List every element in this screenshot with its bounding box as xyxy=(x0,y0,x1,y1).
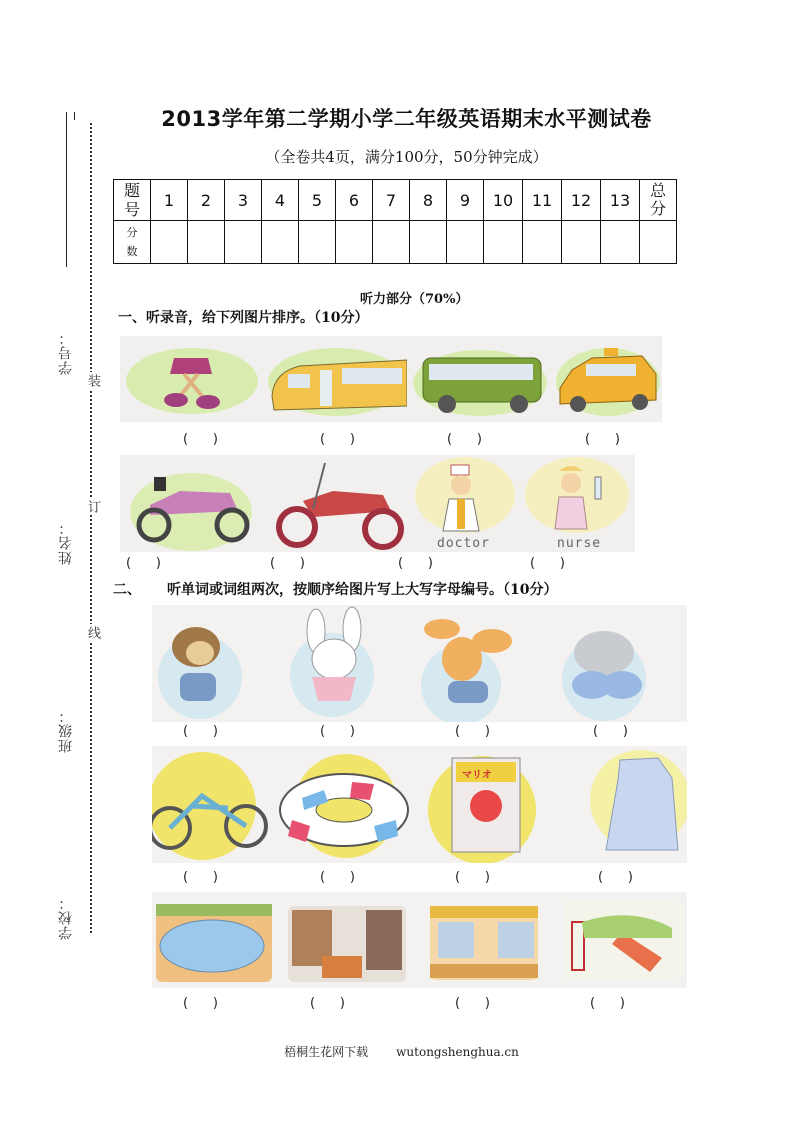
page-footer xyxy=(0,1043,793,1060)
answer-blank-19[interactable]: ( ) xyxy=(455,996,490,1011)
picture-row-objects xyxy=(152,746,687,863)
binding-dotted-line xyxy=(90,123,92,933)
score-cell-1[interactable] xyxy=(151,221,188,264)
skirt-shoes-icon xyxy=(120,336,264,422)
binding-mark-xian: 线 xyxy=(85,626,100,639)
places-icon xyxy=(152,892,687,988)
taxi-icon xyxy=(552,336,662,422)
doctor-caption: doctor xyxy=(437,536,490,551)
answer-blank-10[interactable]: ( ) xyxy=(320,724,355,739)
binding-line xyxy=(66,112,67,267)
score-row xyxy=(114,221,677,264)
section-1-heading: 一、听录音，给下列图片排序。（10分） xyxy=(118,310,369,326)
question-3: 3 xyxy=(225,180,262,221)
page-subtitle: （全卷共4页，满分100分，50分钟完成） xyxy=(265,148,548,166)
question-number-label: 题 号 xyxy=(114,180,151,221)
answer-blank-18[interactable]: ( ) xyxy=(310,996,345,1011)
score-cell-9[interactable] xyxy=(447,221,484,264)
score-label: 分 数 xyxy=(114,221,151,264)
question-9: 9 xyxy=(447,180,484,221)
class-label: 班级： xyxy=(58,708,74,753)
picture-doctor xyxy=(409,455,519,552)
answer-blank-16[interactable]: ( ) xyxy=(598,870,633,885)
answer-blank-8[interactable]: ( ) xyxy=(530,556,565,571)
objects-icon xyxy=(152,746,687,863)
question-4: 4 xyxy=(262,180,299,221)
answer-blank-15[interactable]: ( ) xyxy=(455,870,490,885)
student-id-label: 学号： xyxy=(58,330,74,375)
listening-part-heading: 听力部分（70%） xyxy=(360,292,469,307)
score-cell-total[interactable] xyxy=(640,221,677,264)
train-icon xyxy=(264,336,407,422)
score-cell-8[interactable] xyxy=(410,221,447,264)
question-11: 11 xyxy=(523,180,562,221)
picture-train xyxy=(264,336,407,422)
picture-skirt-and-shoes xyxy=(120,336,264,422)
binding-mark-zhuang: 装 xyxy=(85,374,100,387)
section-2-heading xyxy=(113,579,557,599)
answer-blank-6[interactable]: ( ) xyxy=(270,556,305,571)
score-cell-12[interactable] xyxy=(562,221,601,264)
name-label: 姓名： xyxy=(58,520,74,565)
comic-book-title: マリオ xyxy=(462,770,492,781)
motorbike-pink-icon xyxy=(120,455,263,552)
answer-blank-2[interactable]: ( ) xyxy=(320,432,355,447)
score-cell-6[interactable] xyxy=(336,221,373,264)
question-12: 12 xyxy=(562,180,601,221)
motorbike-red-icon xyxy=(263,455,409,552)
picture-motorbike-pink xyxy=(120,455,263,552)
total-label: 总 分 xyxy=(640,180,677,221)
question-5: 5 xyxy=(299,180,336,221)
answer-blank-17[interactable]: ( ) xyxy=(183,996,218,1011)
answer-blank-4[interactable]: ( ) xyxy=(585,432,620,447)
question-13: 13 xyxy=(601,180,640,221)
score-cell-13[interactable] xyxy=(601,221,640,264)
question-6: 6 xyxy=(336,180,373,221)
score-cell-5[interactable] xyxy=(299,221,336,264)
question-8: 8 xyxy=(410,180,447,221)
binding-mark-ding: 订 xyxy=(85,500,100,513)
picture-row-animals xyxy=(152,605,687,722)
answer-blank-9[interactable]: ( ) xyxy=(183,724,218,739)
answer-blank-11[interactable]: ( ) xyxy=(455,724,490,739)
picture-nurse xyxy=(519,455,635,552)
page-title: 2013学年第二学期小学二年级英语期末水平测试卷 xyxy=(161,107,652,131)
score-cell-10[interactable] xyxy=(484,221,523,264)
picture-taxi xyxy=(552,336,662,422)
animals-icon xyxy=(152,605,687,722)
question-2: 2 xyxy=(188,180,225,221)
picture-motorbike-red xyxy=(263,455,409,552)
answer-blank-14[interactable]: ( ) xyxy=(320,870,355,885)
picture-bus xyxy=(407,336,552,422)
answer-blank-3[interactable]: ( ) xyxy=(447,432,482,447)
section-2-number: 二、 xyxy=(113,582,141,598)
answer-blank-7[interactable]: ( ) xyxy=(398,556,433,571)
picture-row-places xyxy=(152,892,687,988)
score-table xyxy=(113,179,677,264)
question-number-row xyxy=(114,180,677,221)
answer-blank-13[interactable]: ( ) xyxy=(183,870,218,885)
question-7: 7 xyxy=(373,180,410,221)
nurse-caption: nurse xyxy=(557,536,602,551)
question-10: 10 xyxy=(484,180,523,221)
score-cell-2[interactable] xyxy=(188,221,225,264)
footer-site-name: 梧桐生花网下载 xyxy=(284,1045,369,1059)
question-1: 1 xyxy=(151,180,188,221)
score-cell-3[interactable] xyxy=(225,221,262,264)
answer-blank-1[interactable]: ( ) xyxy=(183,432,218,447)
answer-blank-12[interactable]: ( ) xyxy=(593,724,628,739)
footer-site-url[interactable]: wutongshenghua.cn xyxy=(396,1045,519,1059)
score-cell-4[interactable] xyxy=(262,221,299,264)
section-2-instruction: 听单词或词组两次，按顺序给图片写上大写字母编号。（10分） xyxy=(167,582,558,598)
score-cell-11[interactable] xyxy=(523,221,562,264)
answer-blank-20[interactable]: ( ) xyxy=(590,996,625,1011)
bus-icon xyxy=(407,336,552,422)
school-label: 学校： xyxy=(58,895,74,940)
score-cell-7[interactable] xyxy=(373,221,410,264)
answer-blank-5[interactable]: ( ) xyxy=(126,556,161,571)
